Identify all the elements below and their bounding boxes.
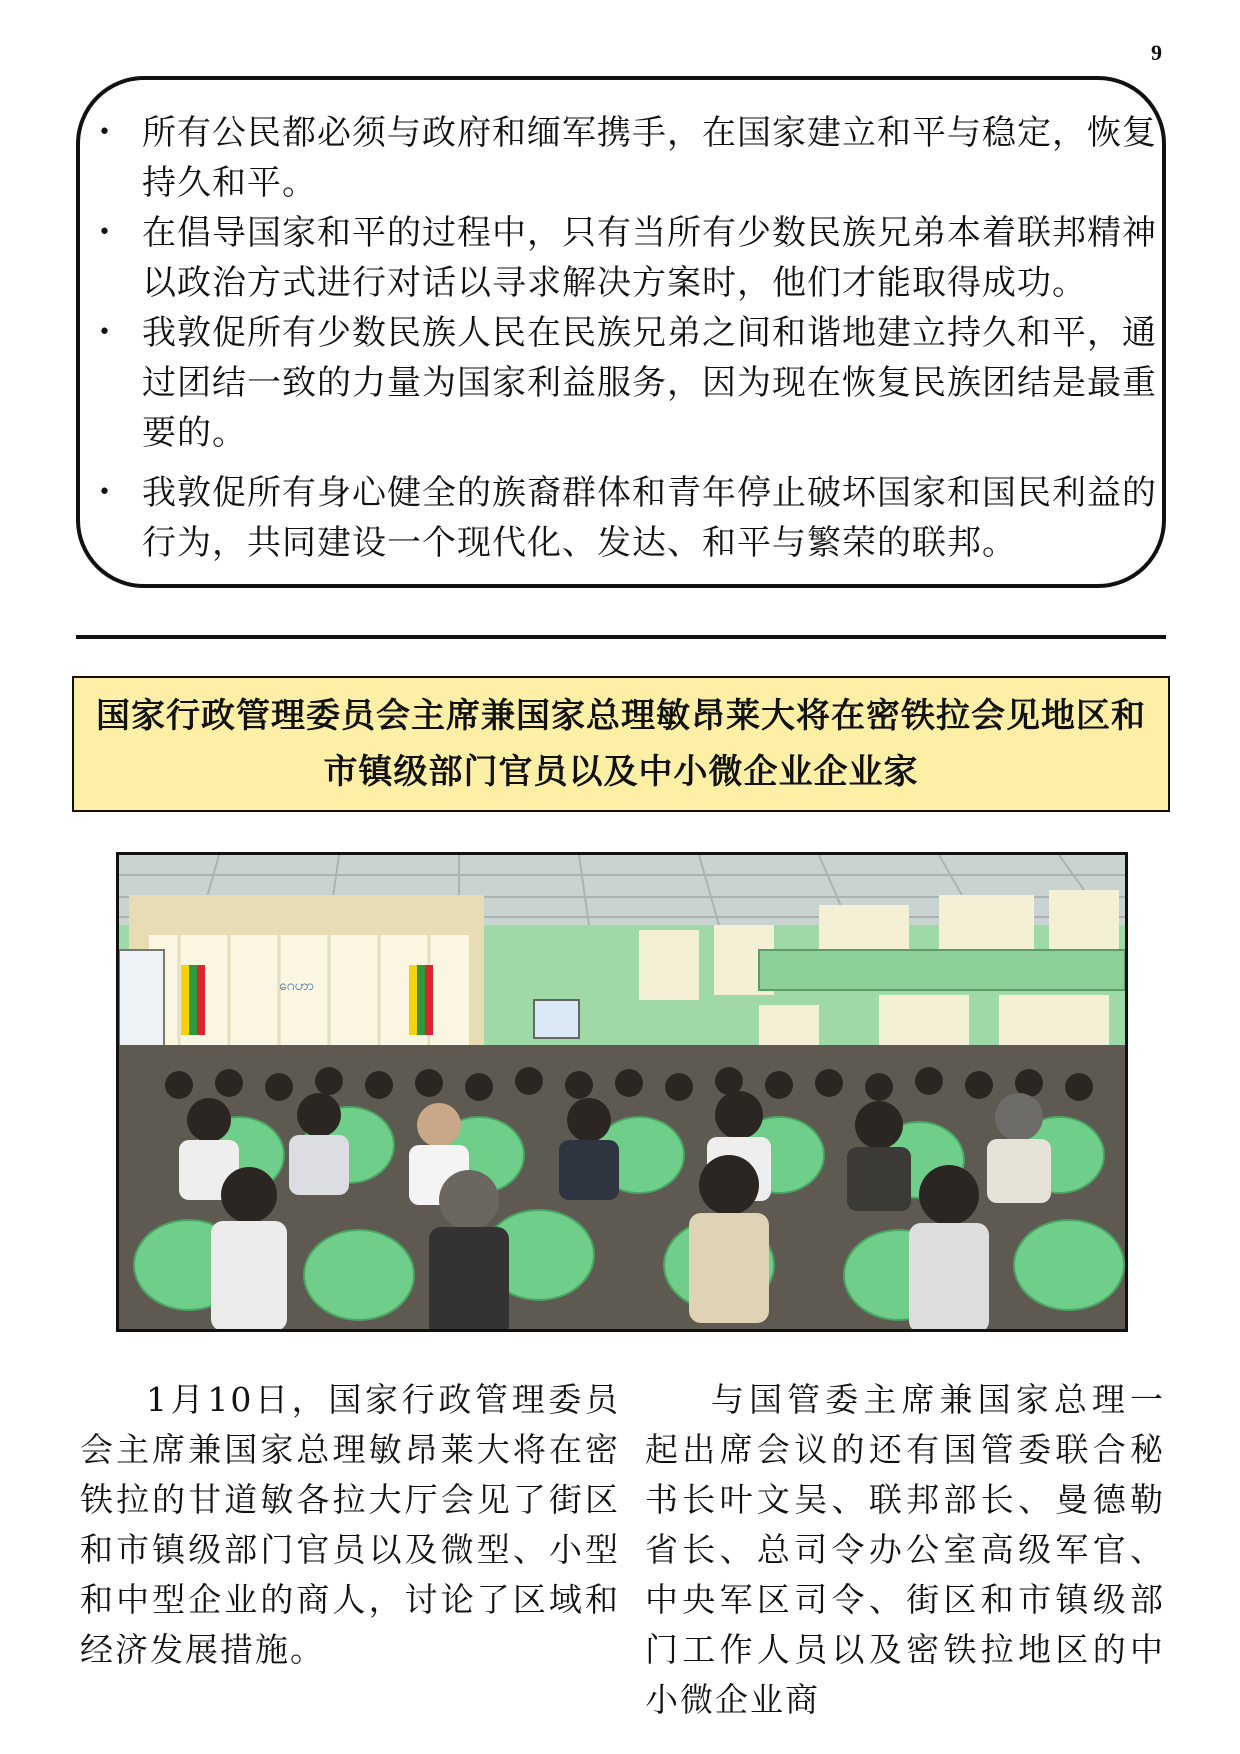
bullet-item bbox=[98, 208, 1158, 308]
meeting-photo bbox=[116, 852, 1128, 1332]
bullet-dot-icon: • bbox=[98, 220, 112, 245]
headline-box bbox=[72, 676, 1170, 812]
article-column-left bbox=[80, 1375, 620, 1675]
article-column-right bbox=[645, 1375, 1165, 1725]
bullet-text: 我敦促所有身心健全的族裔群体和青年停止破坏国家和国民利益的行为，共同建设一个现代化、发达、和平与繁荣的联邦。 bbox=[142, 473, 1157, 563]
bullet-text: 我敦促所有少数民族人民在民族兄弟之间和谐地建立持久和平，通过团结一致的力量为国家利益服务，因为现在恢复民族团结是最重要的。 bbox=[142, 313, 1157, 453]
section-divider bbox=[76, 635, 1166, 639]
bullet-text: 所有公民都必须与政府和缅军携手，在国家建立和平与稳定，恢复持久和平。 bbox=[142, 113, 1157, 203]
page-number: 9 bbox=[1151, 40, 1162, 65]
bullet-dot-icon: • bbox=[98, 320, 112, 345]
bullet-item bbox=[98, 108, 1158, 208]
article-paragraph: 1月10日，国家行政管理委员会主席兼国家总理敏昂莱大将在密铁拉的甘道敏各拉大厅会见了街区和市镇级部门官员以及微型、小型和中型企业的商人，讨论了区域和经济发展措施。 bbox=[80, 1380, 620, 1669]
banner-text: ဂေဟာ bbox=[279, 978, 315, 994]
bullet-item bbox=[98, 308, 1158, 458]
bullet-dot-icon: • bbox=[98, 120, 112, 145]
headline: 国家行政管理委员会主席兼国家总理敏昂莱大将在密铁拉会见地区和市镇级部门官员以及中小微企业企业家 bbox=[96, 696, 1146, 792]
meeting-hall-illustration bbox=[119, 855, 1125, 1329]
bullet-list bbox=[98, 108, 1158, 568]
article-paragraph: 与国管委主席兼国家总理一起出席会议的还有国管委联合秘书长叶文吴、联邦部长、曼德勒省长、总司令办公室高级军官、中央军区司令、街区和市镇级部门工作人员以及密铁拉地区的中小微企业商 bbox=[645, 1380, 1165, 1719]
bullet-dot-icon: • bbox=[98, 480, 112, 505]
bullet-text: 在倡导国家和平的过程中，只有当所有少数民族兄弟本着联邦精神以政治方式进行对话以寻求解决方案时，他们才能取得成功。 bbox=[142, 213, 1157, 303]
bullet-item bbox=[98, 468, 1158, 568]
